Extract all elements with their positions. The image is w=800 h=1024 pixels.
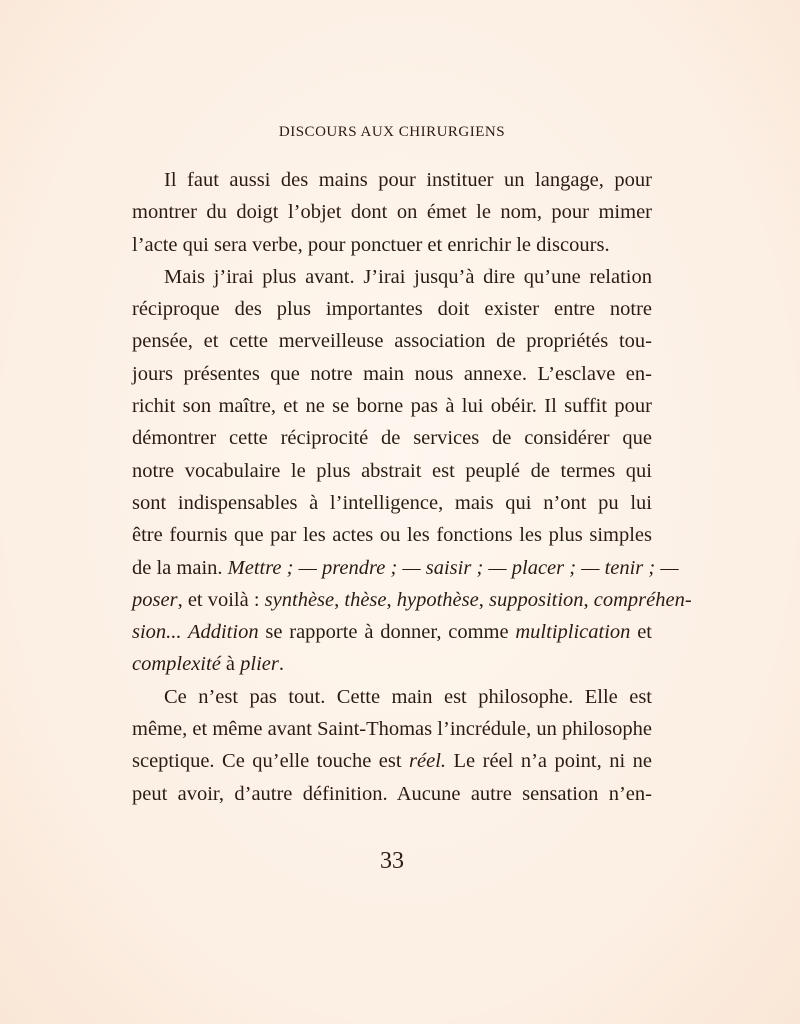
text-line: peut avoir, d’autre définition. Aucune autre sensation n’en- xyxy=(132,782,652,805)
text-run: . xyxy=(278,653,284,676)
body-text xyxy=(132,164,692,810)
text-line xyxy=(132,616,652,648)
text-run: Le réel n’a point, ni ne xyxy=(446,750,652,773)
italic-run: complexité xyxy=(132,653,221,676)
paragraph-1 xyxy=(132,164,652,261)
text-run: , xyxy=(334,588,345,611)
text-line: richit son maître, et ne se borne pas à lui obéir. Il suffit pour xyxy=(132,395,652,418)
text-line xyxy=(132,584,692,616)
text-line xyxy=(132,552,679,584)
italic-run: supposition xyxy=(488,588,584,611)
text-line xyxy=(132,648,652,680)
text-line: pensée, et cette merveilleuse association de propriétés tou- xyxy=(132,330,652,353)
text-line: sont indispensables à l’intelligence, mais qui n’ont pu lui xyxy=(132,491,652,514)
text-line: démontrer cette réciprocité de services de considérer que xyxy=(132,427,652,450)
running-header: DISCOURS AUX CHIRURGIENS xyxy=(278,124,506,140)
text-line: jours présentes que notre main nous annexe. L’esclave en- xyxy=(132,362,652,385)
italic-run: Mettre ; — prendre ; — saisir ; — placer ; — tenir ; — xyxy=(227,556,679,579)
italic-run: poser xyxy=(132,588,178,611)
text-run: et xyxy=(630,621,652,644)
italic-run: synthèse xyxy=(264,588,335,611)
page-number: 33 xyxy=(380,848,404,874)
text-run: , xyxy=(583,588,594,611)
text-line: être fournis que par les actes ou les fonctions les plus simples xyxy=(132,524,652,547)
text-run: , xyxy=(478,588,489,611)
text-line xyxy=(132,745,652,777)
italic-run: compréhen- xyxy=(593,588,692,611)
text-line: Mais j’irai plus avant. J’irai jusqu’à dire qu’une relation xyxy=(164,265,652,288)
italic-run: sion... Addition xyxy=(132,621,259,644)
italic-run: réel. xyxy=(409,750,447,773)
text-run: à xyxy=(220,653,241,676)
text-run: , et voilà : xyxy=(177,588,265,611)
paragraph-2 xyxy=(132,261,692,681)
text-line: même, et même avant Saint-Thomas l’incrédule, un philosophe xyxy=(132,718,652,741)
italic-run: thèse xyxy=(344,588,387,611)
text-run: , xyxy=(386,588,397,611)
text-line: l’acte qui sera verbe, pour ponctuer et enrichir le discours. xyxy=(132,233,610,256)
italic-run: multiplication xyxy=(515,621,631,644)
text-line: Il faut aussi des mains pour instituer un langage, pour xyxy=(164,169,652,191)
italic-run: hypothèse xyxy=(396,588,479,611)
text-run: de la main. xyxy=(132,556,228,579)
text-run: se rapporte à donner, comme xyxy=(258,621,516,644)
text-run: sceptique. Ce qu’elle touche est xyxy=(132,750,410,773)
paragraph-3 xyxy=(132,681,652,810)
text-line: montrer du doigt l’objet dont on émet le nom, pour mimer xyxy=(132,201,652,224)
text-line: notre vocabulaire le plus abstrait est peuplé de termes qui xyxy=(132,459,652,482)
text-line: Ce n’est pas tout. Cette main est philosophe. Elle est xyxy=(164,685,652,708)
book-page xyxy=(132,0,692,1024)
text-line: réciproque des plus importantes doit exister entre notre xyxy=(132,298,652,321)
italic-run: plier xyxy=(240,653,279,676)
